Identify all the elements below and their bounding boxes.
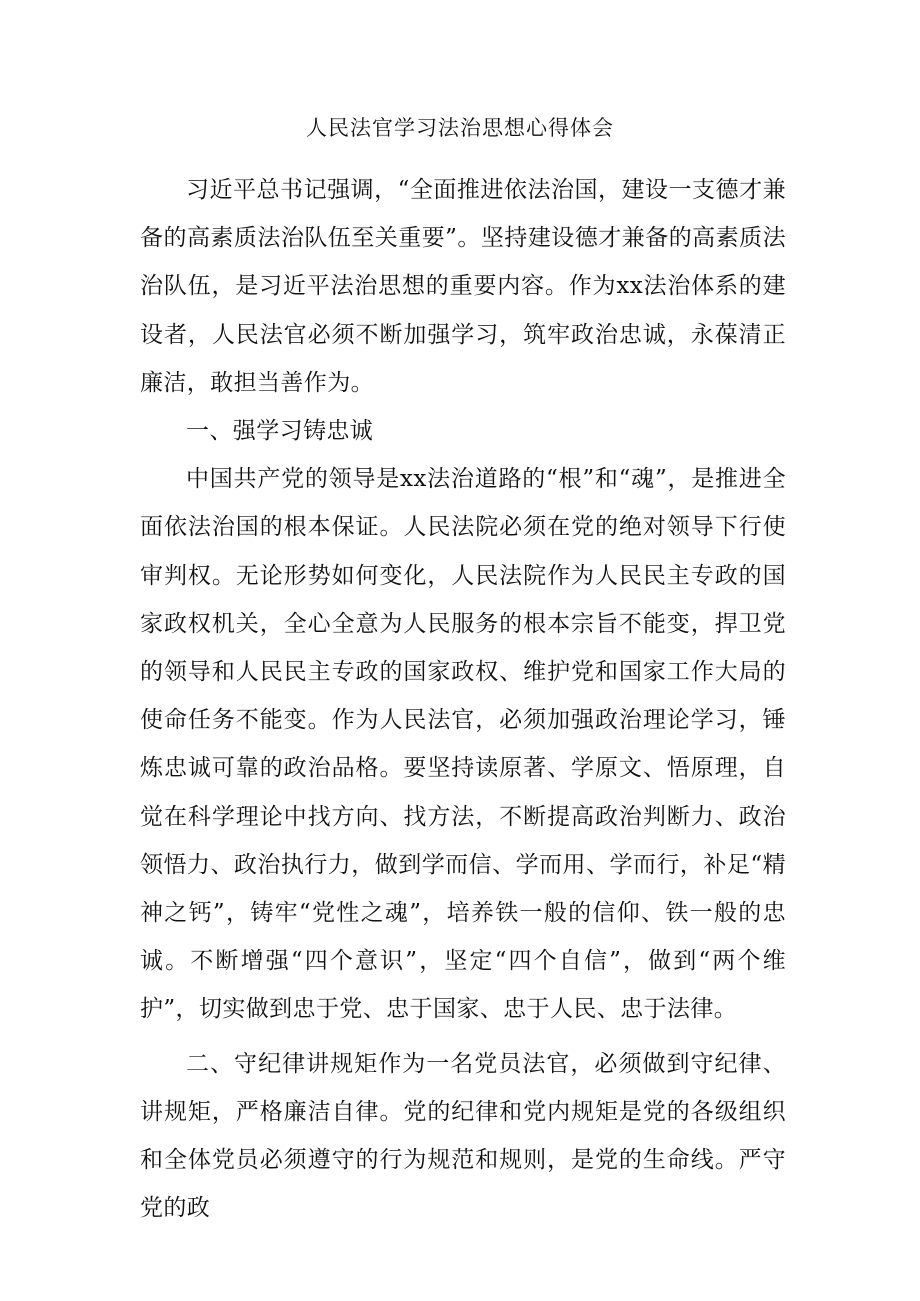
document-title: 人民法官学习法治思想心得体会 [306,116,614,140]
section-2-paragraph: 二、守纪律讲规矩作为一名党员法官，必须做到守纪律、讲规矩，严格廉洁自律。党的纪律和党内规矩是党的各级组织和全体党员必须遵守的行为规范和规则，是党的生命线。严守党的政 [140,1050,786,1222]
section-1-paragraph: 中国共产党的领导是xx法治道路的“根”和“魂”，是推进全面依法治国的根本保证。人民法院必须在党的绝对领导下行使审判权。无论形势如何变化，人民法院作为人民民主专政的国家政权机关，全心全意为人民服务的根本宗旨不能变，捍卫党的领导和人民民主专政的国家政权、维护党和国家工作大局的使命任务不能变。作为人民法官，必须加强政治理论学习，锤炼忠诚可靠的政治品格。要坚持读原著、学原文、悟原理，自觉在科学理论中找方向、找方法，不断提高政治判断力、政治领悟力、政治执行力，做到学而信、学而用、学而行，补足“精神之钙”，铸牢“党性之魂”，培养铁一般的信仰、铁一般的忠诚。不断增强“四个意识”，坚定“四个自信”，做到“两个维护”，切实做到忠于党、忠于国家、忠于人民、忠于法律。 [140,466,786,1023]
document-body [140,166,786,1232]
intro-paragraph: 习近平总书记强调，“全面推进依法治国，建设一支德才兼备的高素质法治队伍至关重要”。坚持建设德才兼备的高素质法治队伍，是习近平法治思想的重要内容。作为xx法治体系的建设者，人民法官必须不断加强学习，筑牢政治忠诚，永葆清正廉洁，敢担当善作为。 [140,177,786,396]
section-1-heading: 一、强学习铸忠诚 [186,418,374,445]
